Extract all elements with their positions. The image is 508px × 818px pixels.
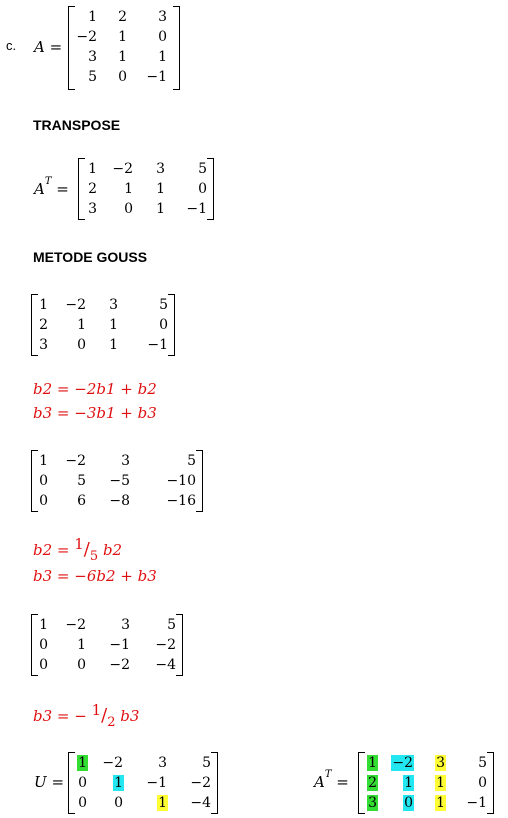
matrix-cell: 3: [156, 161, 165, 177]
matrix-cell: 1: [114, 775, 123, 791]
matrix-at2-name: A: [314, 773, 325, 791]
matrix-cell: 1: [78, 755, 87, 771]
matrix-cell: 0: [78, 795, 87, 811]
matrix-cell: 0: [158, 29, 167, 45]
matrix-at: [78, 158, 214, 220]
matrix-cell: 0: [404, 795, 413, 811]
matrix-cell: 0: [118, 69, 127, 85]
matrix-cell: 6: [77, 493, 86, 509]
row-op-2a-left: b2 =: [33, 541, 75, 559]
matrix-cell: 1: [436, 775, 445, 791]
matrix-cell: 1: [118, 49, 127, 65]
matrix-cell: 1: [158, 795, 167, 811]
matrix-cell: 1: [88, 9, 97, 25]
matrix-cell: 3: [88, 49, 97, 65]
matrix-cell: 1: [77, 637, 86, 653]
section-label: c.: [6, 38, 17, 53]
matrix-a-name: A: [34, 38, 45, 56]
matrix-cell: 1: [88, 161, 97, 177]
row-op-2a-den: 5: [89, 549, 99, 564]
heading-gauss: METODE GOUSS: [33, 249, 148, 265]
matrix-a: [68, 6, 180, 90]
matrix-cell: 1: [39, 617, 48, 633]
matrix-cell: 3: [158, 755, 167, 771]
matrix-cell: 1: [156, 201, 165, 217]
matrix-cell: 2: [39, 317, 48, 333]
matrix-cell: 5: [187, 453, 196, 469]
matrix-cell: 3: [368, 795, 377, 811]
matrix-cell: 0: [39, 473, 48, 489]
matrix-cell: −2: [76, 29, 97, 45]
matrix-cell: −1: [146, 775, 167, 791]
row-op-3-left: b3 = −: [33, 707, 87, 725]
matrix-cell: 5: [202, 755, 211, 771]
matrix-cell: 1: [158, 49, 167, 65]
row-op-1b: b3 = −3b1 + b3: [33, 404, 157, 422]
matrix-cell: 0: [77, 337, 86, 353]
matrix-at2-equation: $A^T$ =: [314, 769, 349, 791]
row-op-2a-right: b2: [102, 541, 123, 559]
matrix-cell: 0: [124, 201, 133, 217]
matrix-cell: 1: [436, 795, 445, 811]
matrix-cell: 5: [478, 755, 487, 771]
row-op-3-right: b3: [120, 707, 140, 725]
matrix-cell: 1: [118, 29, 127, 45]
matrix-cell: 3: [88, 201, 97, 217]
matrix-cell: 5: [167, 617, 176, 633]
matrix-cell: 1: [368, 755, 377, 771]
matrix-cell: 1: [77, 317, 86, 333]
matrix-cell: −5: [109, 473, 130, 489]
matrix-cell: −2: [112, 161, 133, 177]
matrix-cell: 1: [124, 181, 133, 197]
matrix-cell: −4: [190, 795, 211, 811]
matrix-at-equation: $A^T$ =: [34, 176, 69, 198]
matrix-cell: 2: [118, 9, 127, 25]
row-op-3-num: 1: [91, 701, 102, 719]
matrix-cell: −8: [109, 493, 130, 509]
matrix-cell: −2: [65, 617, 86, 633]
row-op-3: b3 = − 1/2 b3: [33, 701, 140, 730]
row-op-3-den: 2: [107, 715, 116, 730]
matrix-gauss-3: [31, 614, 183, 676]
matrix-cell: 0: [478, 775, 487, 791]
matrix-cell: 3: [109, 297, 118, 313]
matrix-cell: 0: [39, 637, 48, 653]
row-op-2a: b2 = 1/5 b2: [33, 535, 123, 564]
matrix-cell: −2: [65, 453, 86, 469]
matrix-cell: 3: [121, 617, 130, 633]
row-op-1a: b2 = −2b1 + b2: [33, 380, 157, 398]
matrix-cell: 0: [159, 317, 168, 333]
matrix-cell: 1: [109, 337, 118, 353]
matrix-a-equation: A =: [34, 38, 63, 56]
matrix-cell: −2: [65, 297, 86, 313]
matrix-gauss-2: [31, 450, 203, 512]
matrix-cell: −2: [392, 755, 413, 771]
matrix-cell: −1: [147, 337, 168, 353]
matrix-cell: 3: [121, 453, 130, 469]
matrix-cell: 0: [198, 181, 207, 197]
matrix-u-equation: U =: [34, 773, 65, 791]
matrix-at2: [358, 752, 494, 814]
matrix-cell: 5: [88, 69, 97, 85]
matrix-cell: 1: [39, 453, 48, 469]
matrix-cell: 2: [368, 775, 377, 791]
row-op-2a-num: 1: [74, 535, 84, 553]
matrix-gauss-1: [31, 294, 175, 356]
row-op-2b: b3 = −6b2 + b3: [33, 567, 157, 585]
matrix-cell: 1: [404, 775, 413, 791]
matrix-cell: −16: [166, 493, 196, 509]
matrix-cell: 0: [77, 657, 86, 673]
heading-transpose: TRANSPOSE: [33, 117, 121, 133]
matrix-cell: −2: [102, 755, 123, 771]
matrix-cell: 3: [39, 337, 48, 353]
matrix-u-name: U: [34, 773, 47, 791]
matrix-at-sup: T: [44, 176, 52, 187]
matrix-cell: −1: [466, 795, 487, 811]
matrix-at2-sup: T: [324, 769, 332, 780]
matrix-at-name: A: [34, 180, 45, 198]
matrix-cell: 1: [156, 181, 165, 197]
matrix-cell: −2: [190, 775, 211, 791]
matrix-cell: −1: [109, 637, 130, 653]
matrix-cell: 3: [436, 755, 445, 771]
matrix-cell: 2: [88, 181, 97, 197]
matrix-cell: 5: [198, 161, 207, 177]
matrix-cell: 0: [78, 775, 87, 791]
matrix-cell: 3: [158, 9, 167, 25]
matrix-cell: 5: [159, 297, 168, 313]
matrix-cell: 0: [39, 493, 48, 509]
matrix-cell: 1: [39, 297, 48, 313]
matrix-cell: −2: [155, 637, 176, 653]
matrix-cell: −10: [166, 473, 196, 489]
matrix-cell: 5: [77, 473, 86, 489]
matrix-cell: 1: [109, 317, 118, 333]
matrix-cell: −2: [109, 657, 130, 673]
matrix-cell: −4: [155, 657, 176, 673]
matrix-cell: 0: [39, 657, 48, 673]
matrix-cell: −1: [146, 69, 167, 85]
matrix-cell: −1: [186, 201, 207, 217]
matrix-cell: 0: [114, 795, 123, 811]
matrix-u: [68, 752, 218, 814]
